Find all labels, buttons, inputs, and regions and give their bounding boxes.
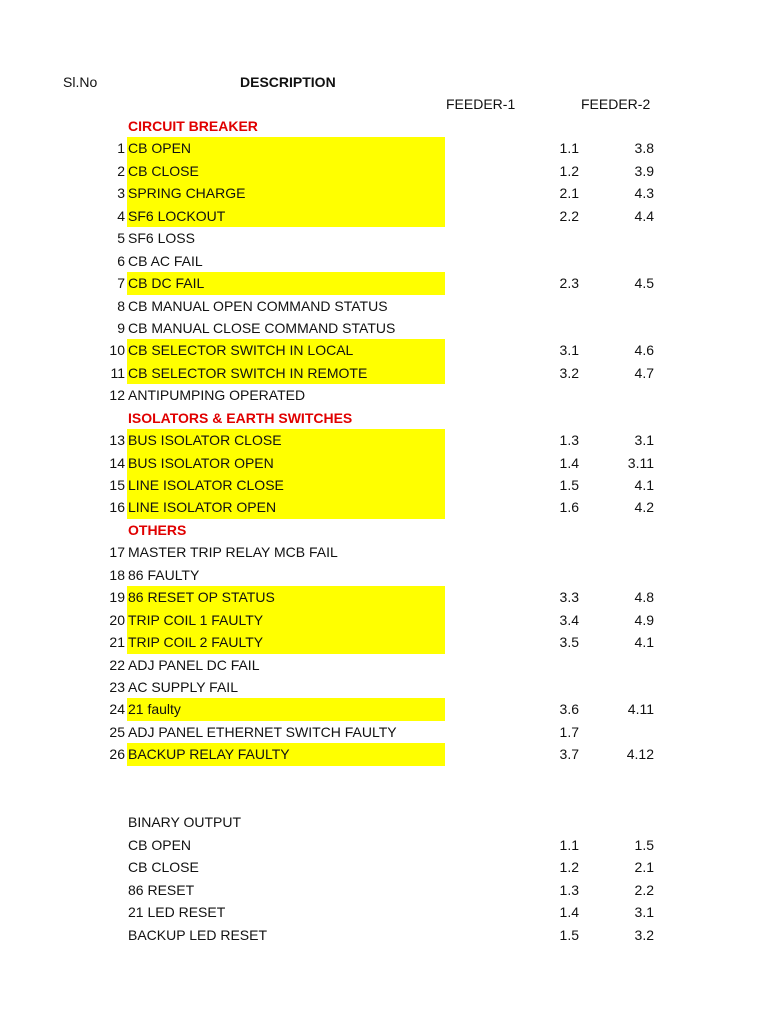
feeder-2-value: 4.1 (634, 477, 654, 493)
feeder-1-value: 1.1 (559, 140, 579, 157)
feeder-1-value: 3.5 (559, 634, 579, 651)
row-number: 14 (109, 454, 125, 471)
feeder-2-value: 2.2 (634, 881, 654, 898)
row-description: SF6 LOCKOUT (127, 205, 445, 227)
row-description: CB MANUAL CLOSE COMMAND STATUS (128, 319, 396, 336)
row-number: 16 (109, 499, 125, 516)
binary-output-description: CB OPEN (128, 836, 192, 853)
feeder-1-value: 3.7 (559, 746, 579, 763)
table-row (0, 250, 768, 272)
binary-output-row (0, 879, 768, 902)
feeder-2-value: 1.5 (634, 836, 654, 853)
feeder-1-value: 3.3 (559, 589, 579, 606)
binary-output-title-row (0, 811, 768, 834)
feeder-2-value: 3.1 (634, 432, 654, 449)
header-feeder-2: FEEDER-2 (581, 96, 651, 112)
table-row (0, 541, 768, 563)
row-description: 21 faulty (127, 698, 445, 720)
row-description: SF6 LOSS (128, 230, 195, 247)
feeder-1-value: 2.3 (559, 275, 579, 292)
row-description: CB AC FAIL (128, 252, 203, 269)
feeder-2-value: 4.6 (634, 342, 654, 359)
binary-output-table (0, 811, 768, 946)
feeder-1-value: 2.2 (559, 207, 579, 224)
feeder-2-value: 3.2 (634, 926, 654, 943)
table-row (0, 631, 768, 653)
table-row (0, 586, 768, 608)
feeder-1-value: 1.4 (559, 454, 579, 471)
row-number: 2 (117, 162, 125, 179)
binary-output-description: BACKUP LED RESET (128, 926, 268, 943)
table-row (0, 362, 768, 384)
row-number: 7 (117, 275, 125, 292)
feeder-1-value: 1.5 (559, 477, 579, 493)
binary-output-row (0, 856, 768, 879)
section-heading-row (0, 407, 768, 429)
row-number: 9 (117, 319, 125, 336)
row-description: 86 FAULTY (128, 566, 200, 583)
table-row (0, 295, 768, 317)
binary-output-title: BINARY OUTPUT (128, 814, 242, 830)
feeder-2-value: 4.2 (634, 499, 654, 516)
table-row (0, 339, 768, 361)
binary-output-row (0, 924, 768, 947)
feeder-2-value: 4.4 (634, 207, 654, 224)
row-description: BUS ISOLATOR CLOSE (127, 429, 445, 451)
feeder-1-value: 3.4 (559, 611, 579, 628)
row-number: 26 (109, 746, 125, 763)
table-row (0, 609, 768, 631)
table-row (0, 452, 768, 474)
table-row (0, 743, 768, 765)
row-number: 25 (109, 723, 125, 740)
header-description: DESCRIPTION (240, 74, 336, 90)
feeder-2-value: 4.11 (627, 701, 654, 718)
feeder-1-value: 1.6 (559, 499, 579, 516)
row-number: 3 (117, 185, 125, 202)
feeder-1-value: 1.5 (559, 926, 579, 943)
feeder-2-value: 4.3 (634, 185, 654, 202)
feeder-1-value: 3.1 (559, 342, 579, 359)
section-heading: CIRCUIT BREAKER (128, 118, 258, 134)
section-heading: ISOLATORS & EARTH SWITCHES (128, 409, 353, 426)
feeder-1-value: 3.2 (559, 364, 579, 381)
row-number: 20 (109, 611, 125, 628)
feeder-1-value: 2.1 (559, 185, 579, 202)
table-row (0, 227, 768, 249)
row-description: CB DC FAIL (127, 272, 445, 294)
binary-output-description: 86 RESET (128, 881, 195, 898)
feeder-1-value: 1.7 (559, 723, 579, 740)
header-slno: Sl.No (63, 74, 98, 90)
feeder-2-value: 4.7 (634, 364, 654, 381)
table-row (0, 564, 768, 586)
row-description: LINE ISOLATOR CLOSE (127, 474, 445, 496)
table-row (0, 676, 768, 698)
table-row (0, 272, 768, 294)
table-row (0, 474, 768, 496)
row-description: MASTER TRIP RELAY MCB FAIL (128, 544, 338, 561)
row-description: 86 RESET OP STATUS (127, 586, 445, 608)
table-row (0, 137, 768, 159)
table-row (0, 496, 768, 518)
table-row (0, 654, 768, 676)
row-description: SPRING CHARGE (127, 182, 445, 204)
row-description: BACKUP RELAY FAULTY (127, 743, 445, 765)
table-row (0, 317, 768, 339)
feeder-1-value: 1.2 (559, 859, 579, 875)
row-number: 11 (110, 364, 125, 381)
row-number: 5 (117, 230, 125, 247)
feeder-2-value: 3.1 (634, 904, 654, 920)
row-number: 18 (109, 566, 125, 583)
row-description: LINE ISOLATOR OPEN (127, 496, 445, 518)
feeder-1-value: 1.3 (559, 881, 579, 898)
feeder-1-value: 1.4 (559, 904, 579, 920)
feeder-2-value: 4.5 (634, 275, 654, 292)
row-number: 23 (109, 678, 125, 695)
row-number: 15 (109, 477, 125, 493)
feeder-1-value: 1.1 (559, 836, 579, 853)
row-description: AC SUPPLY FAIL (128, 678, 238, 695)
row-number: 6 (117, 252, 125, 269)
row-number: 8 (117, 297, 125, 314)
row-description: CB SELECTOR SWITCH IN REMOTE (127, 362, 445, 384)
table-row (0, 384, 768, 406)
row-number: 10 (109, 342, 125, 359)
feeder-2-value: 4.1 (634, 634, 654, 651)
section-heading-row (0, 115, 768, 137)
binary-output-row (0, 901, 768, 924)
table-row (0, 182, 768, 204)
row-number: 19 (109, 589, 125, 606)
row-description: CB CLOSE (127, 160, 445, 182)
row-number: 24 (109, 701, 125, 718)
row-number: 1 (117, 140, 125, 157)
row-description: ADJ PANEL ETHERNET SWITCH FAULTY (128, 723, 397, 740)
feeder-2-value: 3.9 (634, 162, 654, 179)
row-description: TRIP COIL 2 FAULTY (127, 631, 445, 653)
row-description: CB OPEN (127, 137, 445, 159)
table-row (0, 429, 768, 451)
signal-table (0, 115, 768, 766)
table-row (0, 160, 768, 182)
feeder-1-value: 3.6 (559, 701, 579, 718)
row-number: 17 (109, 544, 125, 561)
row-description: CB SELECTOR SWITCH IN LOCAL (127, 339, 445, 361)
row-number: 4 (117, 207, 125, 224)
row-number: 22 (109, 656, 125, 673)
row-description: ANTIPUMPING OPERATED (128, 387, 306, 404)
table-row (0, 698, 768, 720)
feeder-2-value: 2.1 (634, 859, 654, 875)
table-row (0, 205, 768, 227)
row-number: 13 (109, 432, 125, 449)
feeder-2-value: 4.12 (626, 746, 654, 763)
row-number: 21 (109, 634, 125, 651)
row-number: 12 (109, 387, 125, 404)
header-feeder-1: FEEDER-1 (446, 96, 516, 112)
binary-output-row (0, 834, 768, 857)
table-row (0, 721, 768, 743)
row-description: CB MANUAL OPEN COMMAND STATUS (128, 297, 388, 314)
feeder-2-value: 3.8 (634, 140, 654, 157)
section-heading-row (0, 519, 768, 541)
feeder-1-value: 1.2 (559, 162, 579, 179)
row-description: ADJ PANEL DC FAIL (128, 656, 260, 673)
binary-output-description: CB CLOSE (128, 859, 199, 875)
row-description: TRIP COIL 1 FAULTY (127, 609, 445, 631)
feeder-1-value: 1.3 (559, 432, 579, 449)
feeder-2-value: 4.9 (634, 611, 654, 628)
feeder-2-value: 4.8 (634, 589, 654, 606)
feeder-2-value: 3.11 (627, 454, 654, 471)
section-heading: OTHERS (128, 521, 187, 538)
binary-output-description: 21 LED RESET (128, 904, 226, 920)
row-description: BUS ISOLATOR OPEN (127, 452, 445, 474)
